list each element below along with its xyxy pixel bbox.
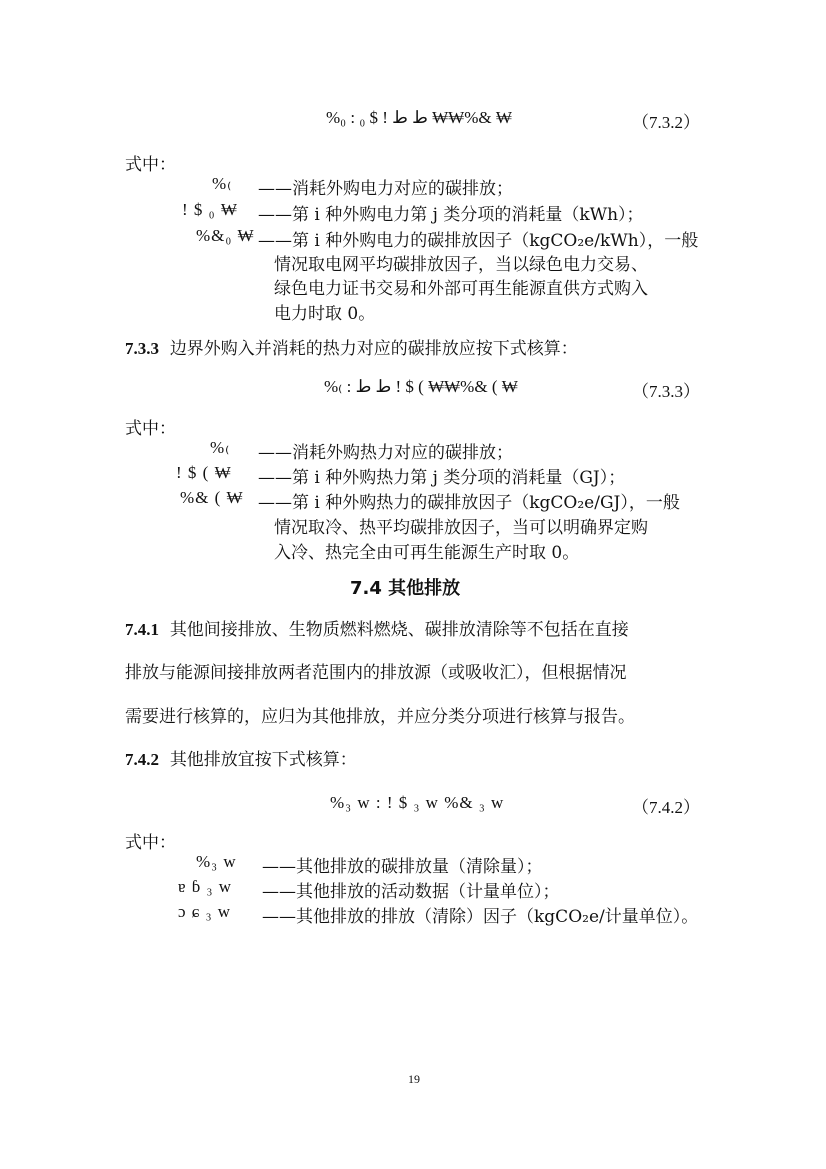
where-label: 式中： [125,419,176,439]
equation-number-7-3-2: （7.3.2） [632,113,700,132]
equation-number-7-3-3: （7.3.3） [632,382,700,401]
definition: ——第 i 种外购热力的碳排放因子（kgCO₂e/GJ），一般 [258,493,680,513]
definition: ——消耗外购热力对应的碳排放； [258,443,513,463]
equation-number-7-4-2: （7.4.2） [632,798,700,817]
section-heading: 7.4 其他排放 [350,578,461,599]
equation-7-3-3: %₍ : ط ط ! $ ( ₩₩%& ( ₩ [324,377,518,396]
equation-7-4-2: %₃ w : ! $ ₃ w %& ₃ w [330,793,505,812]
equation-7-3-2: %₀ : ط ط ! $ ₀ ₩₩%& ₩ [326,108,512,127]
symbol: %₃ w [196,852,237,871]
symbol: ɐ ɓ ₃ w [178,877,232,896]
paragraph-line: 其他间接排放、生物质燃料燃烧、碳排放清除等不包括在直接 [169,620,629,640]
clause-text: 边界外购入并消耗的热力对应的碳排放应按下式核算： [169,339,578,359]
definition: ——其他排放的碳排放量（清除量）； [262,857,543,877]
symbol: ! $ ₀ ₩ [182,200,238,219]
clause-7-4-2 [125,740,357,780]
clause-7-4-1 [125,610,629,650]
definition-continued: 情况取电网平均碳排放因子，当以绿色电力交易、 [274,255,648,275]
clause-number: 7.4.2 [125,750,159,769]
definition-continued: 情况取冷、热平均碳排放因子，当可以明确界定购 [274,518,648,538]
definition: ——其他排放的活动数据（计量单位）； [262,882,560,902]
clause-number: 7.4.1 [125,620,159,639]
definition: ——第 i 种外购热力第 j 类分项的消耗量（GJ）； [258,468,626,488]
clause-7-3-3 [125,334,578,359]
definition: ——第 i 种外购电力第 j 类分项的消耗量（kWh）； [258,205,644,225]
definition-continued: 绿色电力证书交易和外部可再生能源直供方式购入 [274,279,648,299]
clause-text: 其他排放宜按下式核算： [169,750,357,770]
symbol: %₍ [210,438,231,457]
symbol: ! $ ( ₩ [176,463,232,482]
paragraph-line: 需要进行核算的，应归为其他排放，并应分类分项进行核算与报告。 [125,707,635,727]
where-label: 式中： [125,155,176,175]
definition: ——第 i 种外购电力的碳排放因子（kgCO₂e/kWh），一般 [258,231,699,251]
clause-number: 7.3.3 [125,339,159,358]
symbol: ɔ ɕ ₃ w [178,902,232,921]
symbol: %₍ [212,174,233,193]
definition: ——消耗外购电力对应的碳排放； [258,179,513,199]
definition-continued: 电力时取 0。 [274,304,376,324]
symbol: %&₀ ₩ [196,226,255,245]
symbol: %& ( ₩ [180,488,244,507]
paragraph-line: 排放与能源间接排放两者范围内的排放源（或吸收汇），但根据情况 [125,663,627,683]
where-label: 式中： [125,833,176,853]
definition-continued: 入冷、热完全由可再生能源生产时取 0。 [274,543,580,563]
definition: ——其他排放的排放（清除）因子（kgCO₂e/计量单位）。 [262,907,699,927]
page-number: 19 [408,1072,420,1086]
